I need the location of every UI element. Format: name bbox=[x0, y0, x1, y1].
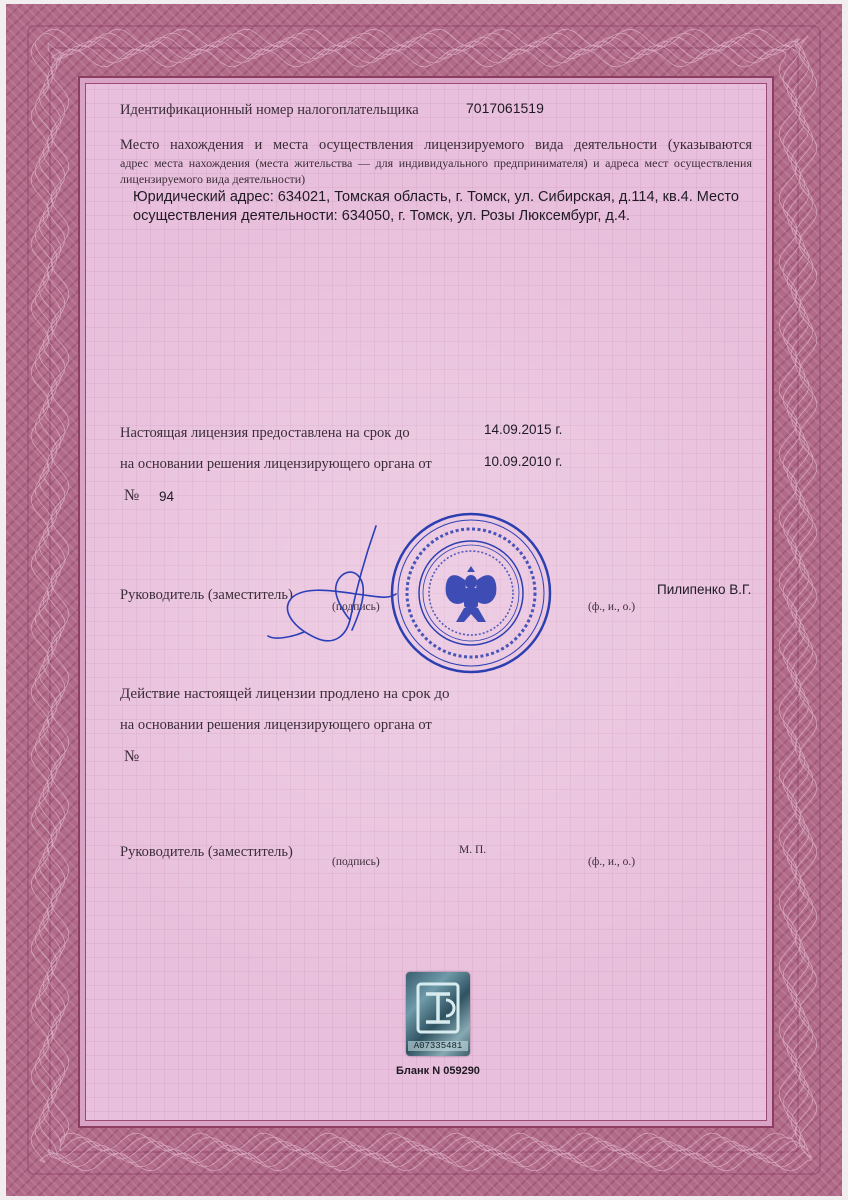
extension-label: Действие настоящей лицензии продлено на срок до bbox=[120, 686, 450, 702]
location-value-line1: Юридический адрес: 634021, Томская область, г. Томск, ул. Сибирская, д.114, кв.4. Место bbox=[133, 189, 739, 205]
hologram-logo-icon bbox=[416, 982, 460, 1034]
extension-name-caption: (ф., и., о.) bbox=[588, 856, 636, 868]
taxpayer-id-value: 7017061519 bbox=[466, 100, 544, 116]
location-heading-note: адрес места нахождения (места жительства — для индивидуального предпринимателя) и адреса мест осуществления bbox=[120, 156, 752, 170]
extension-number-sign: № bbox=[124, 748, 140, 765]
official-seal bbox=[388, 510, 554, 676]
location-heading: Место нахождения и места осуществления лицензируемого вида деятельности (указываются bbox=[120, 137, 752, 153]
term-label: Настоящая лицензия предоставлена на срок до bbox=[120, 425, 410, 441]
extension-signature-caption: (подпись) bbox=[332, 856, 380, 868]
signature-caption: (подпись) bbox=[332, 601, 380, 613]
location-value-line2: осуществления деятельности: 634050, г. Томск, ул. Розы Люксембург, д.4. bbox=[133, 208, 630, 224]
head-name: Пилипенко В.Г. bbox=[657, 582, 752, 597]
license-sheet bbox=[6, 4, 842, 1196]
taxpayer-id-label: Идентификационный номер налогоплательщика bbox=[120, 102, 419, 118]
head-role-label: Руководитель (заместитель) bbox=[120, 587, 293, 603]
basis-label: на основании решения лицензирующего органа от bbox=[120, 456, 432, 472]
handwritten-signature bbox=[264, 520, 404, 650]
hologram-sticker bbox=[406, 972, 470, 1056]
number-sign: № bbox=[124, 487, 140, 504]
decision-number: 94 bbox=[159, 489, 175, 504]
term-value: 14.09.2015 г. bbox=[484, 422, 563, 437]
extension-role-label: Руководитель (заместитель) bbox=[120, 844, 293, 860]
seal-place-caption: М. П. bbox=[459, 844, 487, 856]
blank-number: Бланк N 059290 bbox=[396, 1065, 480, 1077]
extension-basis-label: на основании решения лицензирующего органа от bbox=[120, 717, 432, 733]
basis-date: 10.09.2010 г. bbox=[484, 454, 563, 469]
location-heading-note-end: лицензируемого вида деятельности) bbox=[120, 172, 306, 186]
name-caption: (ф., и., о.) bbox=[588, 601, 636, 613]
hologram-serial: A07335481 bbox=[408, 1041, 468, 1051]
